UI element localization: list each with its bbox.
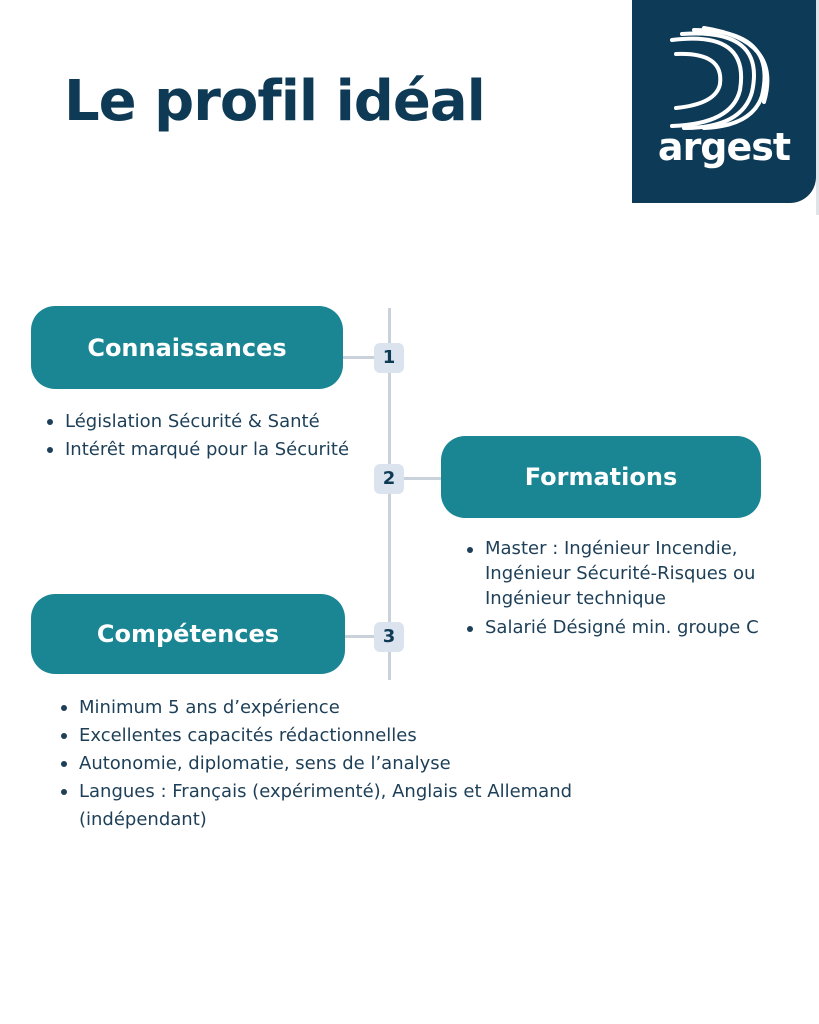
section-label: Formations: [524, 463, 678, 491]
step-badge-3: 3: [374, 622, 404, 652]
list-item: Master : Ingénieur Incendie, Ingénieur Sécurité-Risques ou Ingénieur technique: [463, 536, 783, 611]
list-item: Législation Sécurité & Santé: [43, 408, 383, 436]
step-badge-2: 2: [374, 464, 404, 494]
formations-list: [463, 536, 783, 640]
list-item: Excellentes capacités rédactionnelles: [57, 722, 597, 750]
section-pill-connaissances: [31, 306, 343, 389]
section-pill-formations: [441, 436, 761, 518]
list-item: Minimum 5 ans d’expérience: [57, 694, 597, 722]
list-item: Autonomie, diplomatie, sens de l’analyse: [57, 750, 597, 778]
list-item: Salarié Désigné min. groupe C: [463, 615, 783, 640]
competences-list: [57, 694, 597, 834]
section-pill-competences: [31, 594, 345, 674]
logo-wordmark: argest: [657, 125, 791, 169]
list-item: Intérêt marqué pour la Sécurité: [43, 436, 383, 464]
step-badge-1: 1: [374, 343, 404, 373]
section-label: Connaissances: [87, 333, 287, 362]
section-label: Compétences: [96, 620, 280, 648]
argest-logo: [632, 0, 816, 203]
connaissances-list: [43, 408, 383, 464]
page-title: Le profil idéal: [64, 69, 485, 134]
arc-waves-icon: [632, 0, 816, 203]
list-item: Langues : Français (expérimenté), Anglais et Allemand (indépendant): [57, 778, 597, 834]
